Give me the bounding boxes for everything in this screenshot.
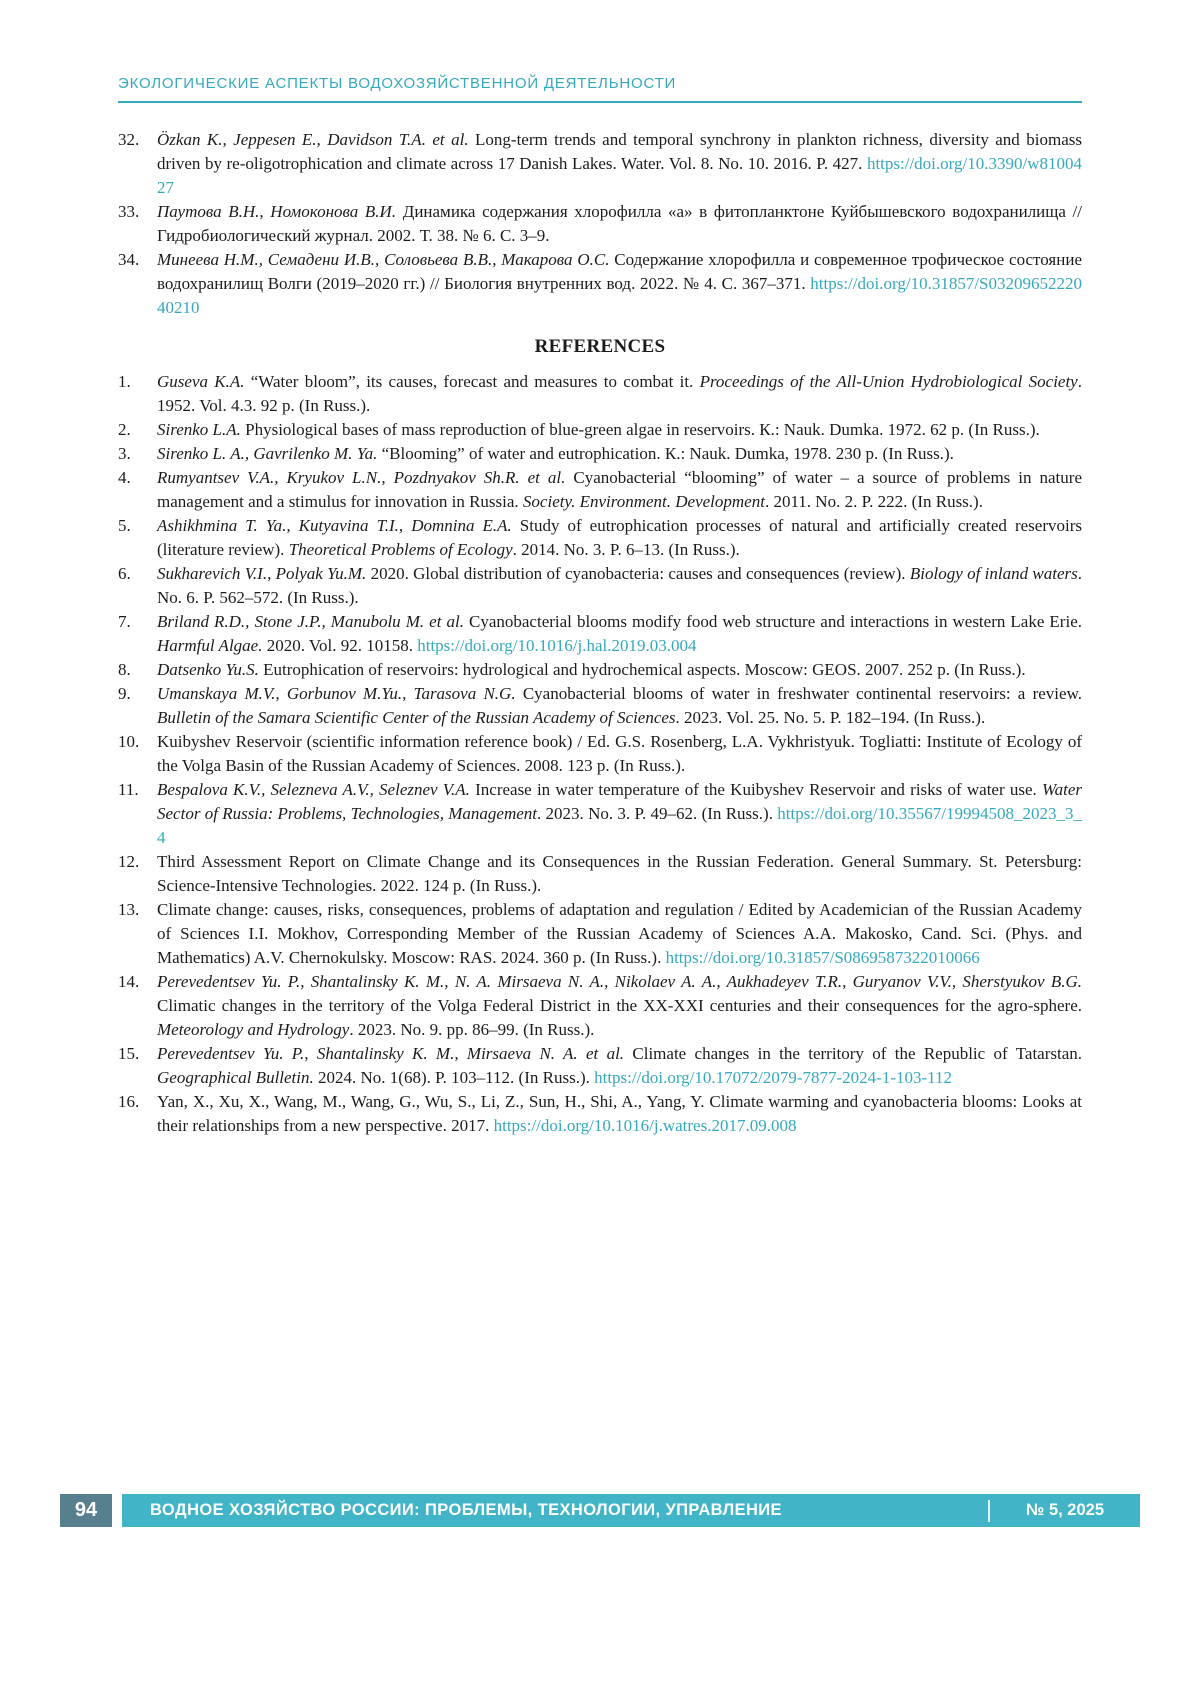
reference-text [157, 418, 1082, 442]
reference-item-ru [118, 200, 1082, 248]
reference-number: 12. [118, 852, 140, 871]
doi-link[interactable]: https://doi.org/10.3390/w8100427 [157, 154, 1082, 197]
reference-segment: 2024. No. 1(68). P. 103–112. (In Russ.). [318, 1068, 595, 1087]
page-content [118, 128, 1082, 1138]
author-names: Паутова В.Н., Номоконова В.И. [157, 202, 403, 221]
author-names: Umanskaya M.V., Gorbunov M.Yu., Tarasova N.G. [157, 684, 523, 703]
reference-item-en [118, 898, 1082, 970]
references-english-list [118, 370, 1082, 1138]
reference-text [157, 682, 1082, 730]
author-names: Perevedentsev Yu. P., Shantalinsky K. M., N. A. Mirsaeva N. A., Nikolaev A. A., Aukhadeyev T.R., Guryanov V.V., Sherstyukov B.G. [157, 972, 1082, 991]
reference-number: 10. [118, 732, 140, 751]
reference-segment: Long-term trends and temporal synchrony in plankton richness, diversity and biomass driven by re-oligotrophication and climate across 17 Danish Lakes. Water. Vol. 8. No. 10. 2016. P. 427. [157, 130, 1082, 173]
reference-number: 34. [118, 250, 140, 269]
doi-link[interactable]: https://doi.org/10.31857/S0320965222040210 [157, 274, 1082, 317]
reference-segment: Cyanobacterial blooms of water in freshwater continental reservoirs: a review. [522, 684, 1082, 703]
reference-segment: Climatic changes in the territory of the Volga Federal District in the XX-XXI centuries and their consequences for the agro-sphere. [157, 996, 1082, 1015]
reference-text [157, 1042, 1082, 1090]
reference-segment: Yan, X., Xu, X., Wang, M., Wang, G., Wu, S., Li, Z., Sun, H., Shi, A., Yang, Y. Climate warming and cyanobacteria blooms: Looks at their relationships from a new perspective. 2017. [157, 1092, 1082, 1135]
reference-number: 8. [118, 660, 131, 679]
references-russian-list [118, 128, 1082, 320]
reference-text [157, 970, 1082, 1042]
reference-item-en [118, 370, 1082, 418]
reference-segment: Physiological bases of mass reproduction of blue-green algae in reservoirs. К.: Nauk. Dumka. 1972. 62 p. (In Russ.). [245, 420, 1040, 439]
author-names: Meteorology and Hydrology [157, 1020, 350, 1039]
reference-segment: “Water bloom”, its causes, forecast and measures to combat it. [250, 372, 700, 391]
reference-segment: Cyanobacterial “blooming” of water – a source of problems in nature management and a stimulus for innovation in Russia. [157, 468, 1082, 511]
reference-item-en [118, 562, 1082, 610]
reference-text [157, 778, 1082, 850]
reference-item-en [118, 466, 1082, 514]
author-names: Proceedings of the All-Union Hydrobiological Society [699, 372, 1078, 391]
reference-segment: . 1952. Vol. 4.3. 92 p. (In Russ.). [157, 372, 1082, 415]
reference-number: 14. [118, 972, 140, 991]
reference-text [157, 610, 1082, 658]
reference-item-en [118, 850, 1082, 898]
reference-segment: . 2014. No. 3. P. 6–13. (In Russ.). [512, 540, 740, 559]
doi-link[interactable]: https://doi.org/10.17072/2079-7877-2024-1-103-112 [594, 1068, 953, 1087]
author-names: Bespalova K.V., Selezneva A.V., Seleznev V.A. [157, 780, 476, 799]
issue-number: № 5, 2025 [1025, 1501, 1105, 1519]
reference-item-en [118, 1090, 1082, 1138]
reference-segment: 2020. Vol. 92. 10158. [266, 636, 418, 655]
reference-text [157, 200, 1082, 248]
footer-bar [122, 1494, 1140, 1527]
reference-segment: Climate change: causes, risks, consequences, problems of adaptation and regulation / Edited by Academician of the Russian Academy of Sciences I.I. Mokhov, Corresponding Member of the Russian Academy of Sciences A.A. Makosko, Cand. Sci. (Phys. and Mathematics) A.V. Chernokulsky. Moscow: RAS. 2024. 360 p. (In Russ.). [157, 900, 1082, 967]
reference-item-en [118, 418, 1082, 442]
author-names: Sukharevich V.I., Polyak Yu.M. [157, 564, 371, 583]
reference-segment: . 2023. No. 9. pp. 86–99. (In Russ.). [349, 1020, 595, 1039]
reference-item-en [118, 658, 1082, 682]
reference-item-en [118, 730, 1082, 778]
reference-text [157, 442, 1082, 466]
author-names: Society. Environment. Development [522, 492, 765, 511]
author-names: Biology of inland waters [909, 564, 1078, 583]
reference-number: 15. [118, 1044, 140, 1063]
doi-link[interactable]: https://doi.org/10.35567/19994508_2023_3_4 [157, 804, 1083, 847]
author-names: Geographical Bulletin. [157, 1068, 319, 1087]
author-names: Water Sector of Russia: Problems, Technologies, Management [157, 780, 1083, 823]
reference-segment: Increase in water temperature of the Kuibyshev Reservoir and risks of water use. [475, 780, 1043, 799]
author-names: Guseva K.A. [157, 372, 251, 391]
reference-item-en [118, 1042, 1082, 1090]
reference-segment: “Blooming” of water and eutrophication. К.: Nauk. Dumka, 1978. 230 p. (In Russ.). [381, 444, 954, 463]
reference-number: 2. [118, 420, 131, 439]
reference-text [157, 562, 1082, 610]
reference-text [157, 466, 1082, 514]
reference-segment: Kuibyshev Reservoir (scientific information reference book) / Ed. G.S. Rosenberg, L.A. Vykhristyuk. Togliatti: Institute of Ecology of the Volga Basin of the Russian Academy of Sciences. 2008. 123 p. (In Russ.). [157, 732, 1082, 775]
author-names: Özkan K., Jeppesen E., Davidson T.A. et al. [157, 130, 476, 149]
reference-text [157, 730, 1082, 778]
reference-item-en [118, 610, 1082, 658]
author-names: Минеева Н.М., Семадени И.В., Соловьева В.В., Макарова О.С. [157, 250, 615, 269]
reference-number: 9. [118, 684, 131, 703]
reference-text [157, 1090, 1082, 1138]
author-names: Sirenko L. A., Gavrilenko M. Ya. [157, 444, 382, 463]
reference-segment: Cyanobacterial blooms modify food web structure and interactions in western Lake Erie. [469, 612, 1082, 631]
reference-number: 7. [118, 612, 131, 631]
author-names: Theoretical Problems of Ecology [288, 540, 513, 559]
reference-number: 4. [118, 468, 131, 487]
reference-item-en [118, 778, 1082, 850]
reference-number: 13. [118, 900, 140, 919]
reference-text [157, 248, 1082, 320]
reference-text [157, 370, 1082, 418]
reference-number: 33. [118, 202, 140, 221]
reference-number: 1. [118, 372, 131, 391]
reference-text [157, 128, 1082, 200]
doi-link[interactable]: https://doi.org/10.1016/j.watres.2017.09.008 [493, 1116, 797, 1135]
reference-segment: Third Assessment Report on Climate Change and its Consequences in the Russian Federation. General Summary. St. Petersburg: Science-Intensive Technologies. 2022. 124 p. (In Russ.). [157, 852, 1082, 895]
reference-text [157, 658, 1082, 682]
page-number: 94 [60, 1494, 112, 1527]
author-names: Bulletin of the Samara Scientific Center of the Russian Academy of Sciences [157, 708, 676, 727]
reference-segment: . 2011. No. 2. P. 222. (In Russ.). [764, 492, 983, 511]
reference-segment: Динамика содержания хлорофилла «а» в фитопланктоне Куйбышевского водохранилища // Гидробиологический журнал. 2002. Т. 38. № 6. С. 3–9. [157, 202, 1082, 245]
reference-segment: Study of eutrophication processes of natural and artificially created reservoirs (literature review). [157, 516, 1082, 559]
reference-number: 5. [118, 516, 131, 535]
header-rule [118, 101, 1082, 103]
reference-segment: 2020. Global distribution of cyanobacteria: causes and consequences (review). [370, 564, 910, 583]
references-heading: REFERENCES [534, 336, 666, 357]
author-names: Perevedentsev Yu. P., Shantalinsky K. M., Mirsaeva N. A. et al. [157, 1044, 633, 1063]
doi-link[interactable]: https://doi.org/10.1016/j.hal.2019.03.004 [417, 636, 697, 655]
reference-item-en [118, 514, 1082, 562]
reference-segment: . No. 6. P. 562–572. (In Russ.). [157, 564, 1083, 607]
author-names: Datsenko Yu.S. [157, 660, 264, 679]
reference-number: 6. [118, 564, 131, 583]
author-names: Briland R.D., Stone J.P., Manubolu M. et al. [157, 612, 469, 631]
journal-title: ВОДНОЕ ХОЗЯЙСТВО РОССИИ: ПРОБЛЕМЫ, ТЕХНОЛОГИИ, УПРАВЛЕНИЕ [150, 1501, 782, 1519]
doi-link[interactable]: https://doi.org/10.31857/S0869587322010066 [665, 948, 980, 967]
reference-segment: Climate changes in the territory of the Republic of Tatarstan. [632, 1044, 1083, 1063]
author-names: Sirenko L.A. [157, 420, 246, 439]
reference-item-en [118, 682, 1082, 730]
page-footer [60, 1494, 1140, 1527]
reference-number: 11. [118, 780, 139, 799]
reference-item-ru [118, 128, 1082, 200]
reference-segment: . 2023. No. 3. P. 49–62. (In Russ.). [537, 804, 778, 823]
reference-text [157, 850, 1082, 898]
reference-text [157, 898, 1082, 970]
reference-segment: . 2023. Vol. 25. No. 5. P. 182–194. (In Russ.). [675, 708, 986, 727]
reference-number: 32. [118, 130, 140, 149]
author-names: Ashikhmina T. Ya., Kutyavina T.I., Domnina E.A. [157, 516, 520, 535]
reference-segment: Содержание хлорофилла и современное трофическое состояние водохранилищ Волги (2019–2020 гг.) // Биология внутренних вод. 2022. № 4. С. 367–371. [157, 250, 1082, 293]
reference-item-en [118, 442, 1082, 466]
running-title: ЭКОЛОГИЧЕСКИЕ АСПЕКТЫ ВОДОХОЗЯЙСТВЕННОЙ ДЕЯТЕЛЬНОСТИ [118, 75, 677, 92]
reference-number: 16. [118, 1092, 140, 1111]
reference-number: 3. [118, 444, 131, 463]
reference-text [157, 514, 1082, 562]
reference-item-ru [118, 248, 1082, 320]
reference-item-en [118, 970, 1082, 1042]
author-names: Harmful Algae. [157, 636, 267, 655]
author-names: Rumyantsev V.A., Kryukov L.N., Pozdnyakov Sh.R. et al. [157, 468, 574, 487]
reference-segment: Eutrophication of reservoirs: hydrological and hydrochemical aspects. Moscow: GEOS. 2007. 252 p. (In Russ.). [263, 660, 1026, 679]
